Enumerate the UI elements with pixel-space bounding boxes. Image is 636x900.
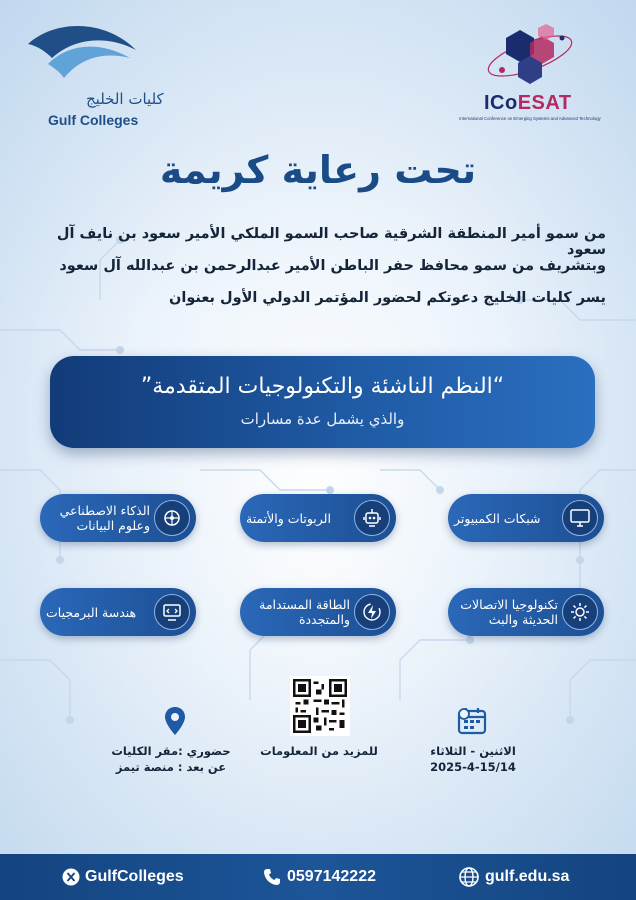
event-date — [418, 743, 528, 775]
footer-social[interactable] — [62, 854, 184, 900]
track-software-engineering — [40, 588, 196, 636]
intro-line-2: وبتشريف من سمو محافظ حفر الباطن الأمير عبدالرحمن بن عبدالله آل سعود — [59, 258, 606, 274]
gulf-logo-english: Gulf Colleges — [48, 112, 139, 128]
telecom-gear-icon — [562, 594, 598, 630]
track-label: شبكات الكمبيوتر — [454, 510, 541, 526]
robot-icon — [354, 500, 390, 536]
phone-icon — [262, 867, 282, 887]
ai-brain-icon — [154, 500, 190, 536]
track-label: تكنولوجيا الاتصالات الحديثة والبث — [460, 597, 558, 627]
icoesat-subtitle: International Conference on Emerging Systems and Advanced Technology — [459, 116, 601, 121]
qr-caption: للمزيد من المعلومات — [260, 744, 378, 758]
track-computer-networks — [448, 494, 604, 542]
intro-line-1: من سمو أمير المنطقة الشرقية صاحب السمو الملكي الأمير سعود بن نايف آل سعود — [56, 226, 606, 258]
footer-phone-number: 0597142222 — [287, 868, 376, 885]
footer-phone[interactable] — [262, 854, 376, 900]
footer-website[interactable] — [458, 854, 569, 900]
conference-title: “النظم الناشئة والتكنولوجيات المتقدمة” — [140, 374, 505, 399]
location-remote: عن بعد : منصة تيمز — [115, 760, 227, 774]
track-robotics — [240, 494, 396, 542]
calendar-icon — [456, 705, 490, 741]
event-date-range: 2025-4-15/14 — [430, 760, 516, 774]
intro-line-3: يسر كليات الخليج دعوتكم لحضور المؤتمر الدولي الأول بعنوان — [168, 290, 606, 306]
qr-code[interactable] — [290, 676, 350, 736]
globe-icon — [458, 866, 480, 888]
track-label: الذكاء الاصطناعي وعلوم البيانات — [59, 503, 150, 533]
event-location — [104, 743, 238, 775]
monitor-network-icon — [562, 500, 598, 536]
page-title: تحت رعاية كريمة — [159, 148, 477, 192]
track-label: الربوتات والأتمتة — [246, 510, 331, 526]
gulf-colleges-logo — [24, 18, 174, 128]
gulf-logo-arabic: كليات الخليج — [86, 90, 164, 108]
footer-bar — [0, 854, 636, 900]
track-telecom-broadcast — [448, 588, 604, 636]
event-days: الاثنين - الثلاثاء — [430, 744, 516, 758]
software-engineering-icon — [154, 594, 190, 630]
conference-subtitle: والذي يشمل عدة مسارات — [240, 410, 405, 428]
track-sustainable-energy — [240, 588, 396, 636]
footer-website-url: gulf.edu.sa — [485, 868, 570, 885]
x-twitter-icon — [62, 868, 80, 886]
conference-title-banner — [50, 356, 595, 448]
footer-social-handle: GulfColleges — [85, 868, 184, 885]
icoesat-logo — [440, 22, 620, 122]
track-ai-data-science — [40, 494, 196, 542]
location-pin-icon — [164, 706, 186, 740]
track-label: هندسة البرمجيات — [46, 604, 137, 620]
track-label: الطاقة المستدامة والمتجددة — [259, 597, 350, 627]
gulf-wave-icon — [24, 18, 144, 90]
location-onsite: حضوري :مقر الكليات — [111, 744, 231, 758]
hexagon-cluster-icon — [480, 22, 580, 92]
renewable-energy-icon — [354, 594, 390, 630]
icoesat-name: ICoESAT — [484, 92, 572, 114]
